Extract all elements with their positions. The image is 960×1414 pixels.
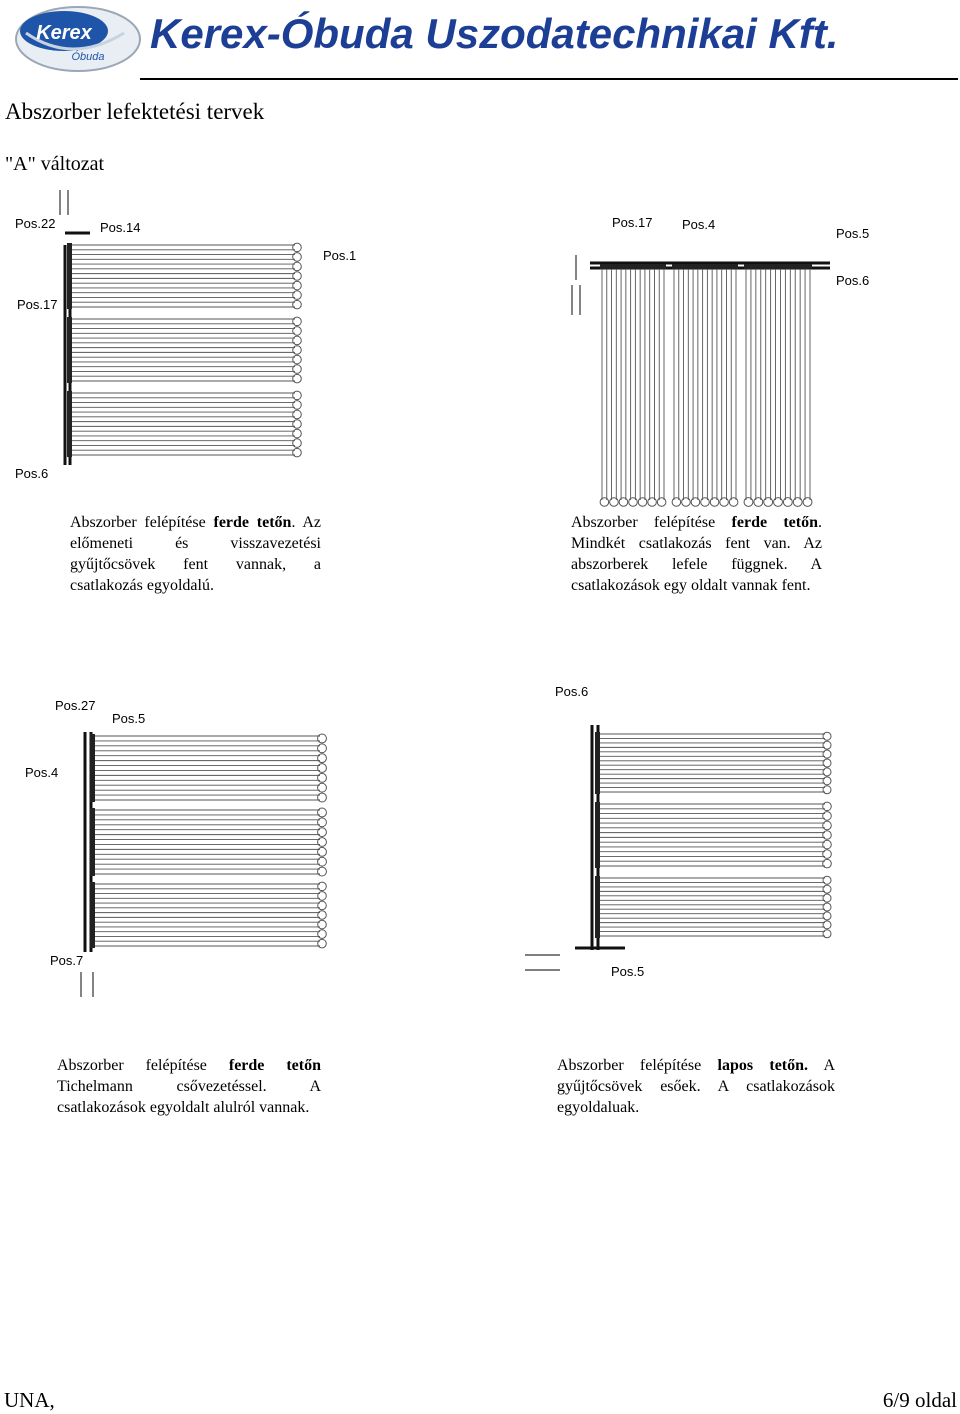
tube-loop: [318, 930, 327, 939]
tube-loop: [318, 808, 327, 817]
header-pipe: [672, 264, 738, 269]
caption-2: Abszorber felépítése ferde tetőn. Mindkét csatlakozás fent van. Az abszorberek lefele függnek. A csatlakozások egy oldalt vannak fent.: [571, 514, 823, 594]
tube-loop: [293, 391, 302, 400]
header-pipe: [67, 243, 72, 309]
tube-loop: [783, 498, 792, 507]
tube-loop: [318, 882, 327, 891]
header-pipe: [90, 808, 95, 876]
tube-loop: [823, 912, 831, 920]
diagram-label: Pos.6: [836, 273, 870, 288]
tube-loop: [293, 317, 302, 326]
tube-loop: [318, 783, 327, 792]
tube-loop: [318, 892, 327, 901]
tube-loop: [318, 867, 327, 876]
caption-1: Abszorber felépítése ferde tetőn. Az előmeneti és visszavezetési gyűjtőcsövek fent vannak, a csatlakozás egyoldalú.: [70, 514, 321, 594]
tube-loop: [293, 401, 302, 410]
diagram-3: [15, 692, 335, 1010]
tube-loop: [293, 365, 302, 374]
tube-loop: [823, 876, 831, 884]
tube-loop: [318, 734, 327, 743]
tube-loop: [293, 429, 302, 438]
tube-loop: [823, 850, 832, 859]
header-pipe: [595, 732, 600, 794]
tube-loop: [619, 498, 628, 507]
tube-loop: [318, 818, 327, 827]
tube-loop: [318, 754, 327, 763]
header-pipe: [67, 317, 72, 383]
flow-arrow: [572, 255, 580, 315]
tube-loop: [823, 777, 831, 785]
tube-loop: [648, 498, 657, 507]
tube-loop: [293, 327, 302, 336]
tube-loop: [318, 773, 327, 782]
tube-loop: [701, 498, 710, 507]
diagram-2: [560, 205, 890, 510]
tube-loop: [629, 498, 638, 507]
tube-loop: [710, 498, 719, 507]
tube-loop: [318, 847, 327, 856]
page-title: Abszorber lefektetési tervek: [5, 99, 265, 124]
caption-3: Abszorber felépítése ferde tetőn Tichelmann csővezetéssel. A csatlakozások egyoldalt alulról vannak.: [57, 1057, 322, 1116]
logo-subtext: Óbuda: [71, 51, 105, 63]
diagram-4: [520, 680, 840, 985]
diagram-label: Pos.22: [15, 216, 56, 231]
header-pipe: [595, 876, 600, 938]
tube-loop: [803, 498, 812, 507]
diagram-label: Pos.7: [50, 953, 84, 968]
tube-loop: [293, 300, 302, 309]
tube-loop: [691, 498, 700, 507]
tube-loop: [672, 498, 681, 507]
diagram-label: Pos.6: [15, 466, 49, 481]
footer-left: UNA,: [4, 1388, 55, 1412]
tube-loop: [293, 336, 302, 345]
diagram-label: Pos.4: [682, 217, 716, 232]
tube-loop: [293, 253, 302, 262]
tube-loop: [293, 243, 302, 252]
diagram-label: Pos.6: [555, 684, 589, 699]
tube-loop: [318, 764, 327, 773]
tube-loop: [774, 498, 783, 507]
tube-loop: [823, 859, 832, 868]
diagram-label: Pos.17: [17, 297, 58, 312]
tube-loop: [293, 281, 302, 290]
diagram-1: [10, 185, 357, 495]
diagram-label: Pos.5: [836, 226, 870, 241]
tube-loop: [823, 930, 831, 938]
tube-loop: [823, 903, 831, 911]
header-pipe: [67, 391, 72, 457]
tube-loop: [823, 840, 832, 849]
tube-loop: [293, 420, 302, 429]
tube-loop: [293, 262, 302, 271]
tube-loop: [823, 885, 831, 893]
header-pipe: [90, 734, 95, 802]
tube-loop: [318, 793, 327, 802]
diagram-label: Pos.27: [55, 698, 96, 713]
tube-loop: [823, 812, 832, 821]
tube-loop: [293, 410, 302, 419]
tube-loop: [682, 498, 691, 507]
tube-loop: [293, 355, 302, 364]
diagram-label: Pos.5: [112, 711, 146, 726]
tube-loop: [823, 768, 831, 776]
tube-loop: [318, 920, 327, 929]
tube-loop: [823, 802, 832, 811]
tube-loop: [638, 498, 647, 507]
company-name: Kerex-Óbuda Uszodatechnikai Kft.: [150, 10, 839, 57]
header-pipe: [90, 882, 95, 948]
flow-arrow: [81, 972, 93, 997]
tube-loop: [293, 272, 302, 281]
diagram-label: Pos.17: [612, 215, 653, 230]
tube-loop: [318, 828, 327, 837]
tube-loop: [657, 498, 666, 507]
tube-loop: [823, 741, 831, 749]
diagram-label: Pos.14: [100, 220, 141, 235]
tube-loop: [823, 921, 831, 929]
tube-loop: [744, 498, 753, 507]
flow-arrow: [60, 190, 68, 215]
kerex-logo: [12, 3, 144, 75]
variant-subtitle: "A" változat: [5, 153, 105, 175]
tube-loop: [293, 374, 302, 383]
tube-loop: [318, 939, 327, 948]
header-pipe: [600, 264, 666, 269]
tube-loop: [318, 838, 327, 847]
tube-loop: [823, 831, 832, 840]
flow-arrow: [525, 955, 560, 970]
diagram-label: Pos.1: [323, 248, 357, 263]
tube-loop: [823, 750, 831, 758]
tube-loop: [318, 857, 327, 866]
tube-loop: [823, 821, 832, 830]
tube-loop: [318, 744, 327, 753]
tube-loop: [764, 498, 773, 507]
diagram-label: Pos.4: [25, 765, 59, 780]
tube-loop: [293, 291, 302, 300]
tube-loop: [293, 439, 302, 448]
tube-loop: [823, 732, 831, 740]
tube-loop: [793, 498, 802, 507]
tube-loop: [823, 894, 831, 902]
tube-loop: [720, 498, 729, 507]
tube-loop: [293, 448, 302, 457]
tube-loop: [754, 498, 763, 507]
tube-loop: [729, 498, 738, 507]
page-number: 6/9 oldal: [882, 1388, 957, 1412]
tube-loop: [610, 498, 619, 507]
caption-4: Abszorber felépítése lapos tetőn. A gyűjtőcsövek esőek. A csatlakozások egyoldaluak.: [557, 1057, 835, 1116]
tube-loop: [293, 346, 302, 355]
tube-loop: [823, 786, 831, 794]
diagram-label: Pos.5: [611, 964, 645, 979]
tube-loop: [318, 901, 327, 910]
header-rule: [140, 78, 958, 80]
tube-loop: [823, 759, 831, 767]
header-pipe: [595, 802, 600, 868]
logo-text: Kerex: [36, 22, 92, 44]
tube-loop: [318, 911, 327, 920]
header-pipe: [744, 264, 812, 269]
tube-loop: [600, 498, 609, 507]
